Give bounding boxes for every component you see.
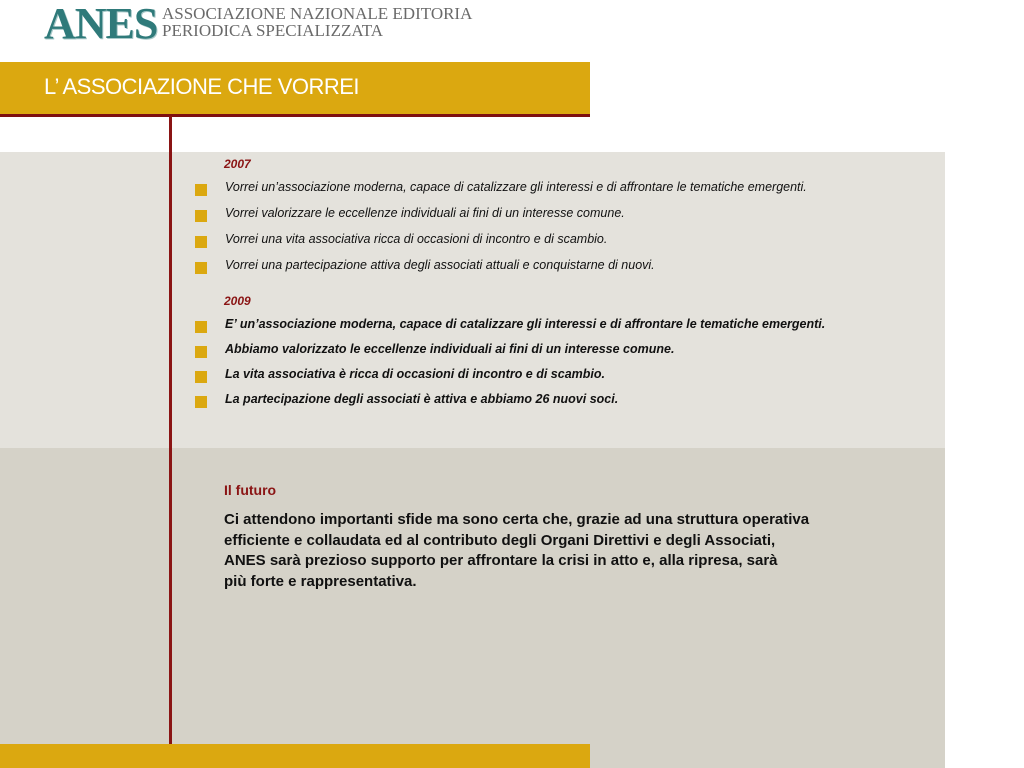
bullet-square-icon [195, 210, 207, 222]
bullet-square-icon [195, 396, 207, 408]
list-item-2007-4 [195, 256, 655, 274]
page-title: L’ ASSOCIAZIONE CHE VORREI [44, 74, 360, 99]
bullet-square-icon [195, 321, 207, 333]
list-item-2009-1 [195, 315, 825, 333]
bullet-square-icon [195, 262, 207, 274]
bullet-square-icon [195, 184, 207, 196]
bullet-square-icon [195, 236, 207, 248]
list-item-2009-3 [195, 365, 605, 383]
year-2007-heading: 2007 [224, 157, 251, 171]
futuro-line: Ci attendono importanti sfide ma sono certa che, grazie ad una struttura operativa [224, 511, 810, 528]
list-item-2007-2 [195, 204, 625, 222]
logo-subtitle-line2: PERIODICA SPECIALIZZATA [162, 21, 384, 40]
list-item-2009-4 [195, 390, 618, 408]
futuro-heading: Il futuro [224, 482, 277, 498]
logo-subtitle-line1: ASSOCIAZIONE NAZIONALE EDITORIA [162, 4, 473, 23]
vertical-rule [169, 116, 172, 744]
list-item-text: La partecipazione degli associati è attiva e abbiamo 26 nuovi soci. [225, 392, 619, 406]
list-item-text: La vita associativa è ricca di occasioni di incontro e di scambio. [225, 367, 605, 381]
bullet-square-icon [195, 346, 207, 358]
panel-bottom [0, 448, 945, 768]
futuro-line: efficiente e collaudata ed al contributo degli Organi Direttivi e degli Associati, [224, 531, 776, 549]
year-2009-heading: 2009 [224, 294, 251, 308]
bottom-band [0, 744, 590, 768]
list-item-text: Vorrei valorizzare le eccellenze individuali ai fini di un interesse comune. [225, 206, 625, 220]
bullet-square-icon [195, 371, 207, 383]
futuro-line: più forte e rappresentativa. [224, 572, 417, 590]
anes-logo: ANES [44, 0, 158, 48]
list-item-text: Vorrei un’associazione moderna, capace di catalizzare gli interessi e di affrontare le tematiche emergenti. [225, 180, 807, 194]
list-item-text: Vorrei una partecipazione attiva degli associati attuali e conquistarne di nuovi. [225, 258, 655, 272]
futuro-paragraph [224, 510, 924, 592]
list-item-text: Vorrei una vita associativa ricca di occasioni di incontro e di scambio. [225, 232, 608, 246]
list-item-2007-3 [195, 230, 607, 248]
list-item-text: Abbiamo valorizzato le eccellenze individuali ai fini di un interesse comune. [225, 342, 675, 356]
list-item-2009-2 [195, 340, 674, 358]
list-item-2007-1 [195, 178, 807, 196]
logo-subtitle [162, 5, 472, 39]
futuro-line: ANES sarà prezioso supporto per affrontare la crisi in atto e, alla ripresa, sarà [224, 552, 778, 569]
list-item-text: E’ un’associazione moderna, capace di catalizzare gli interessi e di affrontare le tematiche emergenti. [225, 317, 826, 331]
